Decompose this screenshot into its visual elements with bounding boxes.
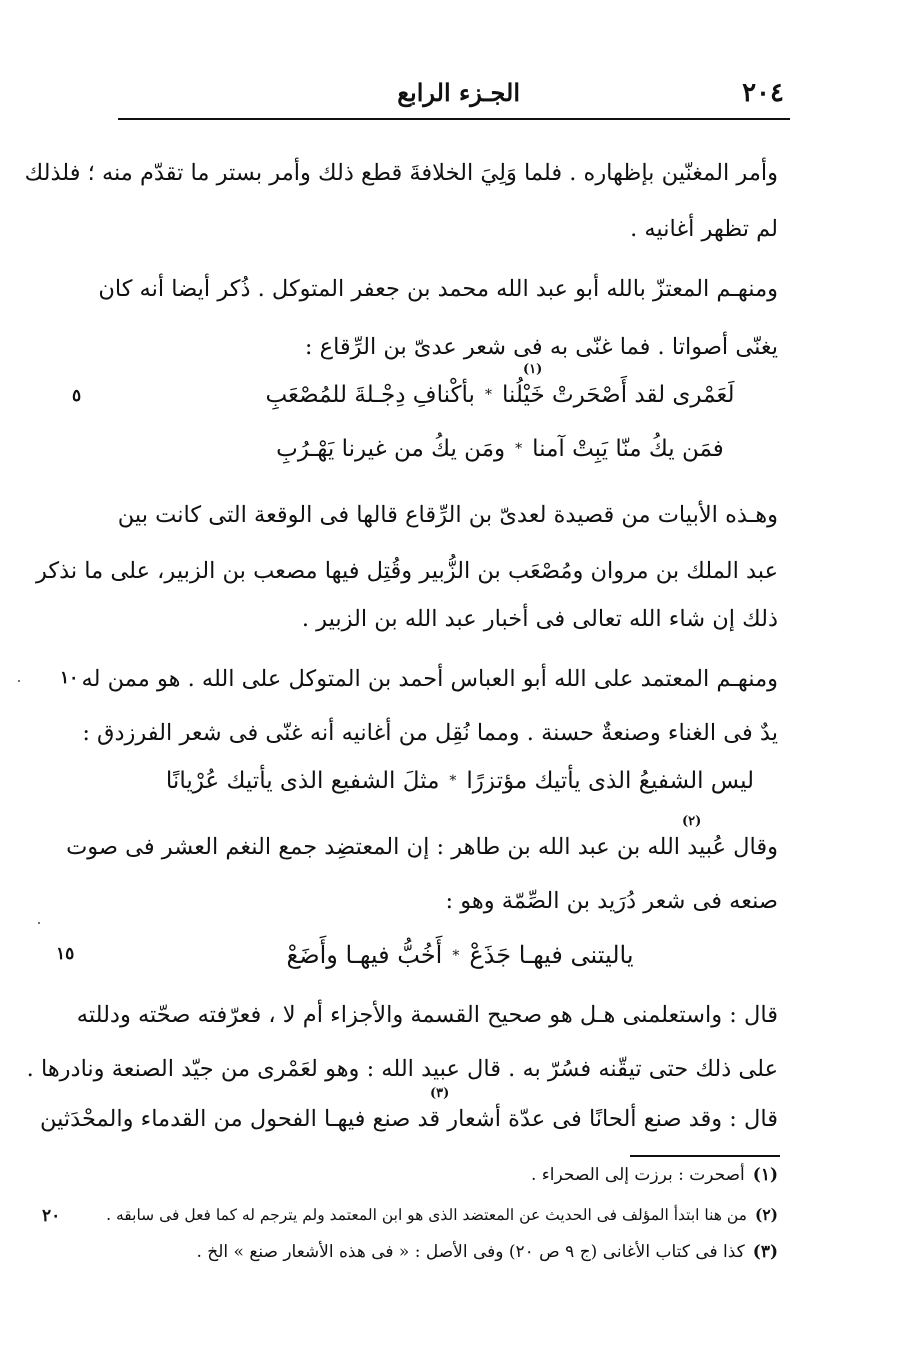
body-line: لم تظهر أغانيه . xyxy=(630,216,778,242)
margin-line-number: ٢٠ xyxy=(42,1206,61,1226)
verse-separator: * xyxy=(515,441,523,457)
verse-hemistich-left: بأكْنافِ دِجْـلةَ للمُصْعَبِ xyxy=(265,382,475,408)
body-line: وأمر المغنّين بإظهاره . فلما وَلِيَ الخلافةَ قطع ذلك وأمر بستر ما تقدّم منه ؛ فلذلك xyxy=(24,160,778,186)
verse-hemistich-right: لَعَمْرى لقد أَصْحَرتْ خَيْلُنا xyxy=(501,382,735,408)
footnote xyxy=(118,1163,778,1187)
body-line: وقال عُبيد الله بن عبد الله بن طاهر : إن المعتضِد جمع النغم العشر فى صوت xyxy=(66,834,778,860)
footnote-number: (١) xyxy=(752,1165,778,1185)
footnote-number: (٢) xyxy=(754,1205,778,1224)
body-line: صنعه فى شعر دُرَيد بن الصِّمّة وهو : xyxy=(445,888,778,914)
verse-separator: * xyxy=(452,948,460,964)
footnote xyxy=(106,1203,778,1227)
footnote-rule xyxy=(630,1155,780,1157)
page-number: ٢٠٤ xyxy=(742,78,784,108)
body-line: قال : وقد صنع ألحانًا فى عدّة أشعار قد صنع فيهـا الفحول من القدماء والمحْدَثين xyxy=(39,1106,778,1132)
header-rule xyxy=(118,118,790,120)
scan-speck xyxy=(38,922,40,924)
verse-separator: * xyxy=(449,773,457,789)
body-line: ومنهـم المعتمد على الله أبو العباس أحمد بن المتوكل على الله . هو ممن له xyxy=(81,666,778,692)
footnote-ref: (١) xyxy=(523,362,543,377)
body-line: ذلك إن شاء الله تعالى فى أخبار عبد الله بن الزبير . xyxy=(301,606,778,632)
body-line: وهـذه الأبيات من قصيدة لعدىّ بن الرِّقاع قالها فى الوقعة التى كانت بين xyxy=(117,502,778,528)
body-line: ومنهـم المعتزّ بالله أبو عبد الله محمد بن جعفر المتوكل . ذُكر أيضا أنه كان xyxy=(98,276,778,302)
running-title: الجـزء الرابع xyxy=(397,78,520,107)
verse-line xyxy=(160,766,760,799)
body-line: قال : واستعلمنى هـل هو صحيح القسمة والأجزاء أم لا ، فعرّفته صحّته ودللته xyxy=(76,1002,778,1028)
footnote-ref: (٢) xyxy=(682,814,702,829)
verse-hemistich-right: ليس الشفيعُ الذى يأتيك مؤتزرًا xyxy=(466,768,755,794)
verse-hemistich-left: ومَن يكُ من غيرنا يَهْـرُبِ xyxy=(276,436,506,462)
verse-separator: * xyxy=(484,387,492,403)
verse-hemistich-right: ياليتنى فيهـا جَذَعْ xyxy=(469,941,634,969)
margin-line-number: ١٠ xyxy=(60,668,79,688)
verse-line xyxy=(220,380,780,413)
verse-hemistich-left: مثلَ الشفيع الذى يأتيك عُرْيانًا xyxy=(165,768,440,794)
body-line: على ذلك حتى تيقّنه فسُرّ به . قال عبيد الله : وهو لعَمْرى من جيّد الصنعة ونادرها . xyxy=(26,1056,778,1082)
margin-line-number: ١٥ xyxy=(56,944,75,964)
footnote-number: (٣) xyxy=(752,1242,778,1262)
footnote-text: كذا فى كتاب الأغانى (ج ٩ ص ٢٠) وفى الأصل : « فى هذه الأشعار صنع » الخ . xyxy=(196,1242,745,1262)
footnote-ref: (٣) xyxy=(430,1086,450,1101)
page-header xyxy=(118,74,790,114)
body-line: يدٌ فى الغناء وصنعةٌ حسنة . ومما نُقِل من أغانيه أنه غنّى فى شعر الفرزدق : xyxy=(82,720,778,746)
footnote-text: أصحرت : برزت إلى الصحراء . xyxy=(530,1165,745,1185)
verse-hemistich-left: أَخُبُّ فيهـا وأَضَعْ xyxy=(286,941,443,969)
verse-hemistich-right: فمَن يكُ منّا يَبِتْ آمنا xyxy=(532,436,724,462)
body-line: عبد الملك بن مروان ومُصْعَب بن الزُّبير وقُتِل فيها مصعب بن الزبير، على ما نذكر xyxy=(35,558,778,584)
footnote xyxy=(118,1240,778,1264)
margin-line-number: ٥ xyxy=(72,386,82,406)
verse-line xyxy=(220,434,780,467)
footnote-text: من هنا ابتدأ المؤلف فى الحديث عن المعتضد الذى هو ابن المعتمد ولم يترجم له كما فعل فى سابقه . xyxy=(106,1206,747,1224)
verse-line xyxy=(250,940,670,974)
body-line: يغنّى أصواتا . فما غنّى به فى شعر عدىّ بن الرِّقاع : xyxy=(304,334,778,360)
scan-speck xyxy=(18,680,20,682)
